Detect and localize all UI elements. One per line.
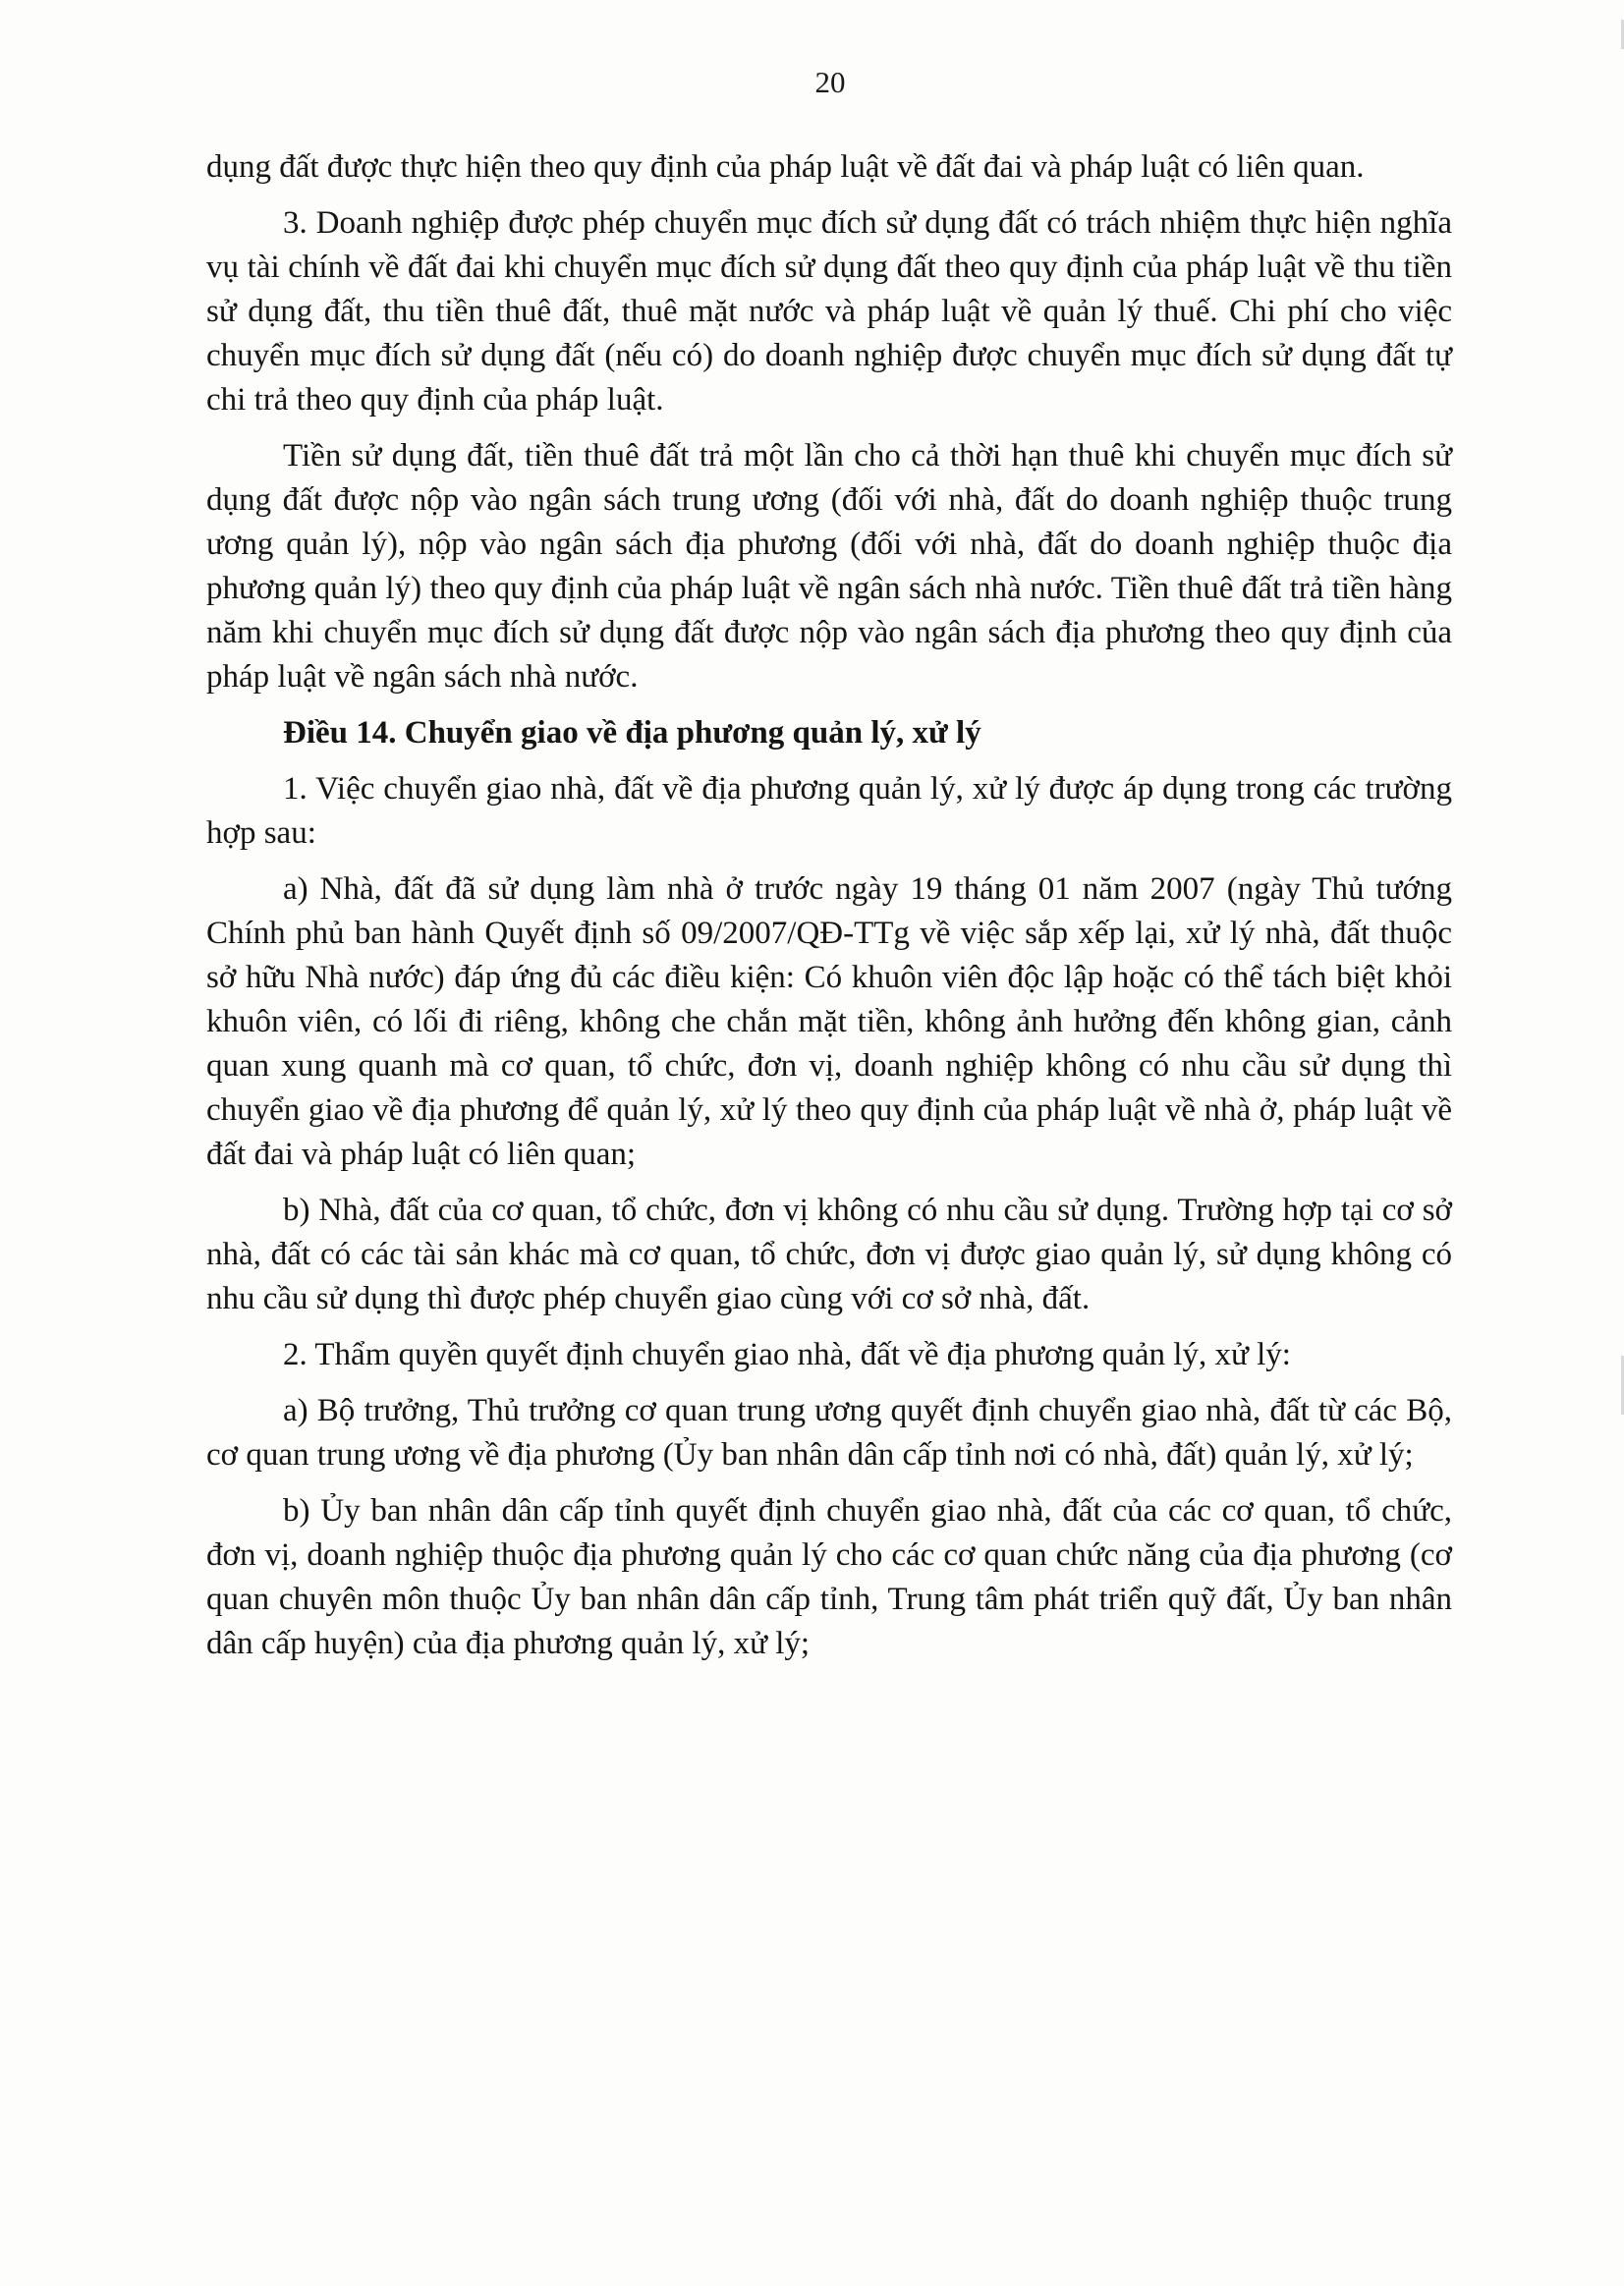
paragraph-clause-1: 1. Việc chuyển giao nhà, đất về địa phương quản lý, xử lý được áp dụng trong các trường hợp sau: — [206, 771, 1452, 851]
paragraph-clause-2a: a) Bộ trưởng, Thủ trưởng cơ quan trung ương quyết định chuyển giao nhà, đất từ các Bộ, cơ quan trung ương về địa phương (Ủy ban nhân dân cấp tỉnh nơi có nhà, đất) quản lý, xử lý; — [206, 1393, 1452, 1473]
paragraph-continuation: dụng đất được thực hiện theo quy định của pháp luật về đất đai và pháp luật có liên quan. — [206, 149, 1365, 185]
paragraph-land-fees: Tiền sử dụng đất, tiền thuê đất trả một lần cho cả thời hạn thuê khi chuyển mục đích sử dụng đất được nộp vào ngân sách trung ương (đối với nhà, đất do doanh nghiệp thuộc trung ương quản lý), nộp vào ngân sách địa phương (đối với nhà, đất do doanh nghiệp thuộc địa phương quản lý) theo quy định của pháp luật về ngân sách nhà nước. Tiền thuê đất trả tiền hàng năm khi chuyển mục đích sử dụng đất được nộp vào ngân sách địa phương theo quy định của pháp luật về ngân sách nhà nước. — [206, 438, 1452, 695]
paragraph-clause-3: 3. Doanh nghiệp được phép chuyển mục đích sử dụng đất có trách nhiệm thực hiện nghĩa vụ tài chính về đất đai khi chuyển mục đích sử dụng đất theo quy định của pháp luật về thu tiền sử dụng đất, thu tiền thuê đất, thuê mặt nước và pháp luật về quản lý thuế. Chi phí cho việc chuyển mục đích sử dụng đất (nếu có) do doanh nghiệp được chuyển mục đích sử dụng đất tự chi trả theo quy định của pháp luật. — [206, 205, 1452, 418]
paragraph-clause-1a: a) Nhà, đất đã sử dụng làm nhà ở trước ngày 19 tháng 01 năm 2007 (ngày Thủ tướng Chính phủ ban hành Quyết định số 09/2007/QĐ-TTg về việc sắp xếp lại, xử lý nhà, đất thuộc sở hữu Nhà nước) đáp ứng đủ các điều kiện: Có khuôn viên độc lập hoặc có thể tách biệt khỏi khuôn viên, có lối đi riêng, không che chắn mặt tiền, không ảnh hưởng đến không gian, cảnh quan xung quanh mà cơ quan, tổ chức, đơn vị, doanh nghiệp không có nhu cầu sử dụng thì chuyển giao về địa phương để quản lý, xử lý theo quy định của pháp luật về nhà ở, pháp luật về đất đai và pháp luật có liên quan; — [206, 871, 1452, 1172]
page-number: 20 — [814, 65, 846, 99]
paragraph-clause-1b: b) Nhà, đất của cơ quan, tổ chức, đơn vị không có nhu cầu sử dụng. Trường hợp tại cơ sở nhà, đất có các tài sản khác mà cơ quan, tổ chức, đơn vị được giao quản lý, sử dụng không có nhu cầu sử dụng thì được phép chuyển giao cùng với cơ sở nhà, đất. — [206, 1193, 1452, 1316]
paragraph-clause-2b: b) Ủy ban nhân dân cấp tỉnh quyết định chuyển giao nhà, đất của các cơ quan, tổ chức, đơn vị, doanh nghiệp thuộc địa phương quản lý cho các cơ quan chức năng của địa phương (cơ quan chuyên môn thuộc Ủy ban nhân dân cấp tỉnh, Trung tâm phát triển quỹ đất, Ủy ban nhân dân cấp huyện) của địa phương quản lý, xử lý; — [206, 1493, 1452, 1661]
paragraph-clause-2: 2. Thẩm quyền quyết định chuyển giao nhà, đất về địa phương quản lý, xử lý: — [283, 1337, 1291, 1372]
article-14-heading: Điều 14. Chuyển giao về địa phương quản lý, xử lý — [283, 715, 981, 751]
document-body — [206, 145, 1452, 1678]
